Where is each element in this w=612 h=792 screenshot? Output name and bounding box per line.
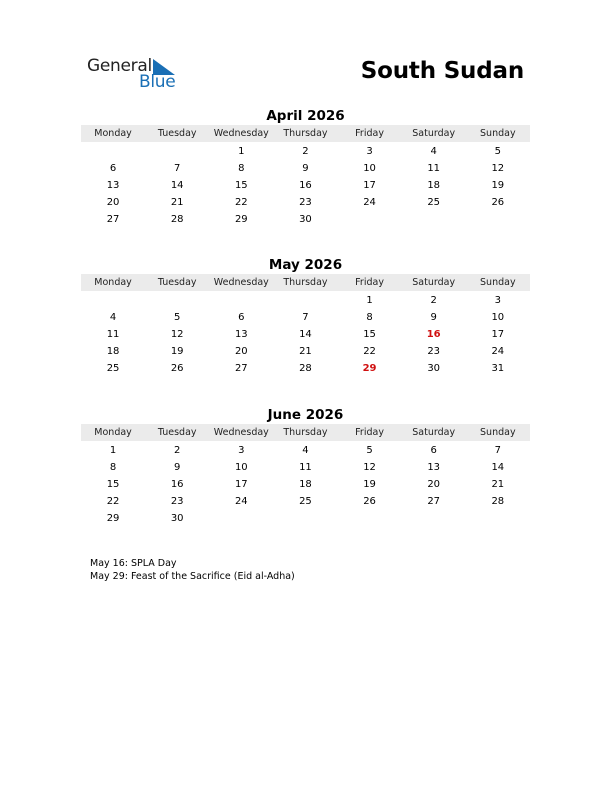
day-cell: 31 — [491, 363, 505, 374]
day-cell: 12 — [491, 163, 505, 174]
day-cell: 21 — [299, 346, 312, 357]
week-row — [81, 211, 530, 228]
weekday-label: Tuesday — [157, 277, 197, 288]
weekday-label: Saturday — [412, 277, 456, 288]
day-cell: 9 — [174, 462, 181, 473]
day-cell — [466, 510, 530, 527]
week-row — [81, 510, 530, 527]
week-row — [81, 143, 530, 160]
day-cell: 3 — [494, 295, 501, 306]
day-cell: 24 — [491, 346, 505, 357]
day-cell: 21 — [491, 479, 505, 490]
generalblue-logo — [87, 56, 187, 92]
day-cell: 17 — [234, 479, 248, 490]
day-cell: 27 — [427, 496, 441, 507]
day-cell: 12 — [363, 462, 376, 473]
day-cell: 9 — [302, 163, 309, 174]
logo-text-general: General — [87, 56, 152, 76]
day-cell: 13 — [106, 180, 120, 191]
day-cell: 17 — [363, 180, 376, 191]
day-cell: 15 — [363, 329, 376, 340]
country-title: South Sudan — [360, 58, 524, 84]
day-cell: 21 — [170, 197, 184, 208]
week-row — [81, 343, 530, 360]
weekday-label: Monday — [94, 277, 132, 288]
weekday-label: Friday — [355, 427, 384, 438]
week-row — [81, 360, 530, 377]
month-title: June 2026 — [267, 407, 344, 423]
day-cell: 7 — [174, 163, 181, 174]
day-cell: 6 — [430, 445, 437, 456]
day-cell: 26 — [363, 496, 376, 507]
week-row — [81, 326, 530, 343]
month-calendar — [81, 107, 530, 228]
day-cell: 20 — [234, 346, 248, 357]
weekday-label: Wednesday — [213, 427, 269, 438]
week-row — [81, 476, 530, 493]
day-cell: 26 — [491, 197, 505, 208]
day-cell: 9 — [430, 312, 437, 323]
weekday-label: Tuesday — [157, 128, 197, 139]
day-cell: 1 — [366, 295, 373, 306]
day-cell — [466, 211, 530, 228]
day-cell — [338, 211, 402, 228]
day-cell — [81, 292, 145, 309]
day-cell: 11 — [106, 329, 120, 340]
day-cell: 15 — [106, 479, 120, 490]
day-cell: 25 — [427, 197, 441, 208]
weekday-label: Wednesday — [213, 277, 269, 288]
day-cell: 1 — [109, 445, 117, 456]
day-cell: 13 — [234, 329, 248, 340]
day-cell: 7 — [302, 312, 309, 323]
day-cell: 4 — [430, 146, 437, 157]
weekday-label: Friday — [355, 277, 384, 288]
day-cell: 23 — [427, 346, 441, 357]
day-cell — [81, 143, 145, 160]
day-cell: 13 — [427, 462, 441, 473]
weekday-label: Monday — [94, 128, 132, 139]
day-cell: 26 — [170, 363, 184, 374]
day-cell: 20 — [427, 479, 441, 490]
day-cell — [209, 292, 273, 309]
holiday-note: May 29: Feast of the Sacrifice (Eid al-Adha) — [90, 571, 295, 582]
day-cell: 18 — [427, 180, 441, 191]
day-cell: 22 — [106, 496, 120, 507]
day-cell: 28 — [299, 363, 312, 374]
week-row — [81, 292, 530, 309]
day-cell: 30 — [170, 513, 184, 524]
day-cell: 11 — [299, 462, 312, 473]
weekday-label: Friday — [355, 128, 384, 139]
day-cell: 14 — [491, 462, 505, 473]
day-cell: 2 — [302, 146, 309, 157]
day-cell: 14 — [299, 329, 312, 340]
weekday-label: Saturday — [412, 427, 456, 438]
weekday-header — [81, 274, 530, 291]
day-cell: 16 — [426, 329, 441, 340]
month-calendar — [81, 406, 530, 527]
day-cell: 28 — [170, 214, 184, 225]
week-row — [81, 459, 530, 476]
day-cell: 18 — [106, 346, 120, 357]
day-cell: 10 — [363, 163, 376, 174]
day-cell: 22 — [363, 346, 376, 357]
day-cell: 19 — [363, 479, 376, 490]
week-row — [81, 493, 530, 510]
weekday-label: Thursday — [283, 128, 328, 139]
month-grid — [81, 125, 530, 228]
day-cell: 30 — [299, 214, 312, 225]
weekday-label: Sunday — [480, 128, 516, 139]
week-row — [81, 177, 530, 194]
holiday-notes — [90, 557, 295, 583]
day-cell: 10 — [491, 312, 505, 323]
day-cell: 2 — [430, 295, 437, 306]
day-cell: 3 — [238, 445, 245, 456]
day-cell: 10 — [234, 462, 248, 473]
day-cell: 29 — [362, 363, 377, 374]
day-cell: 8 — [366, 312, 373, 323]
day-cell: 16 — [170, 479, 184, 490]
day-cell: 29 — [106, 513, 120, 524]
weekday-label: Thursday — [283, 427, 328, 438]
day-cell: 25 — [299, 496, 312, 507]
day-cell — [338, 510, 402, 527]
day-cell: 25 — [106, 363, 120, 374]
day-cell: 19 — [170, 346, 184, 357]
day-cell: 24 — [234, 496, 248, 507]
month-title: May 2026 — [268, 257, 343, 273]
weekday-label: Tuesday — [157, 427, 197, 438]
day-cell: 23 — [170, 496, 184, 507]
day-cell: 4 — [302, 445, 309, 456]
month-grid — [81, 274, 530, 377]
month-title: April 2026 — [266, 108, 345, 124]
day-cell: 29 — [234, 214, 248, 225]
month-grid — [81, 424, 530, 527]
day-cell: 7 — [494, 445, 501, 456]
weekday-label: Saturday — [412, 128, 456, 139]
day-cell: 22 — [234, 197, 248, 208]
weekday-label: Thursday — [283, 277, 328, 288]
day-cell: 8 — [238, 163, 245, 174]
day-cell: 5 — [494, 146, 501, 157]
day-cell: 8 — [109, 462, 117, 473]
weekday-label: Monday — [94, 427, 132, 438]
day-cell: 11 — [427, 163, 441, 174]
day-cell: 19 — [491, 180, 505, 191]
weekday-label: Sunday — [480, 277, 516, 288]
day-cell: 27 — [234, 363, 248, 374]
day-cell: 28 — [491, 496, 505, 507]
day-cell: 5 — [174, 312, 181, 323]
day-cell: 17 — [491, 329, 505, 340]
day-cell — [209, 510, 273, 527]
day-cell: 4 — [109, 312, 117, 323]
day-cell — [402, 510, 466, 527]
day-cell: 24 — [363, 197, 376, 208]
day-cell — [402, 211, 466, 228]
day-cell: 18 — [299, 479, 312, 490]
day-cell: 12 — [170, 329, 184, 340]
day-cell: 6 — [109, 163, 117, 174]
week-row — [81, 160, 530, 177]
holiday-note: May 16: SPLA Day — [90, 558, 177, 569]
day-cell — [145, 292, 209, 309]
day-cell: 2 — [174, 445, 181, 456]
day-cell: 15 — [234, 180, 248, 191]
day-cell: 5 — [366, 445, 373, 456]
day-cell: 20 — [106, 197, 120, 208]
week-row — [81, 309, 530, 326]
week-row — [81, 194, 530, 211]
weekday-label: Wednesday — [213, 128, 269, 139]
day-cell: 27 — [106, 214, 120, 225]
week-row — [81, 442, 530, 459]
day-cell: 30 — [427, 363, 441, 374]
day-cell: 3 — [366, 146, 373, 157]
day-cell — [273, 510, 337, 527]
day-cell: 6 — [238, 312, 245, 323]
day-cell — [273, 292, 337, 309]
weekday-header — [81, 424, 530, 441]
month-calendar — [81, 256, 530, 377]
day-cell — [145, 143, 209, 160]
weekday-header — [81, 125, 530, 142]
logo-text-blue: Blue — [139, 72, 176, 92]
day-cell: 1 — [238, 146, 245, 157]
day-cell: 14 — [170, 180, 184, 191]
day-cell: 23 — [299, 197, 312, 208]
day-cell: 16 — [299, 180, 312, 191]
weekday-label: Sunday — [480, 427, 516, 438]
